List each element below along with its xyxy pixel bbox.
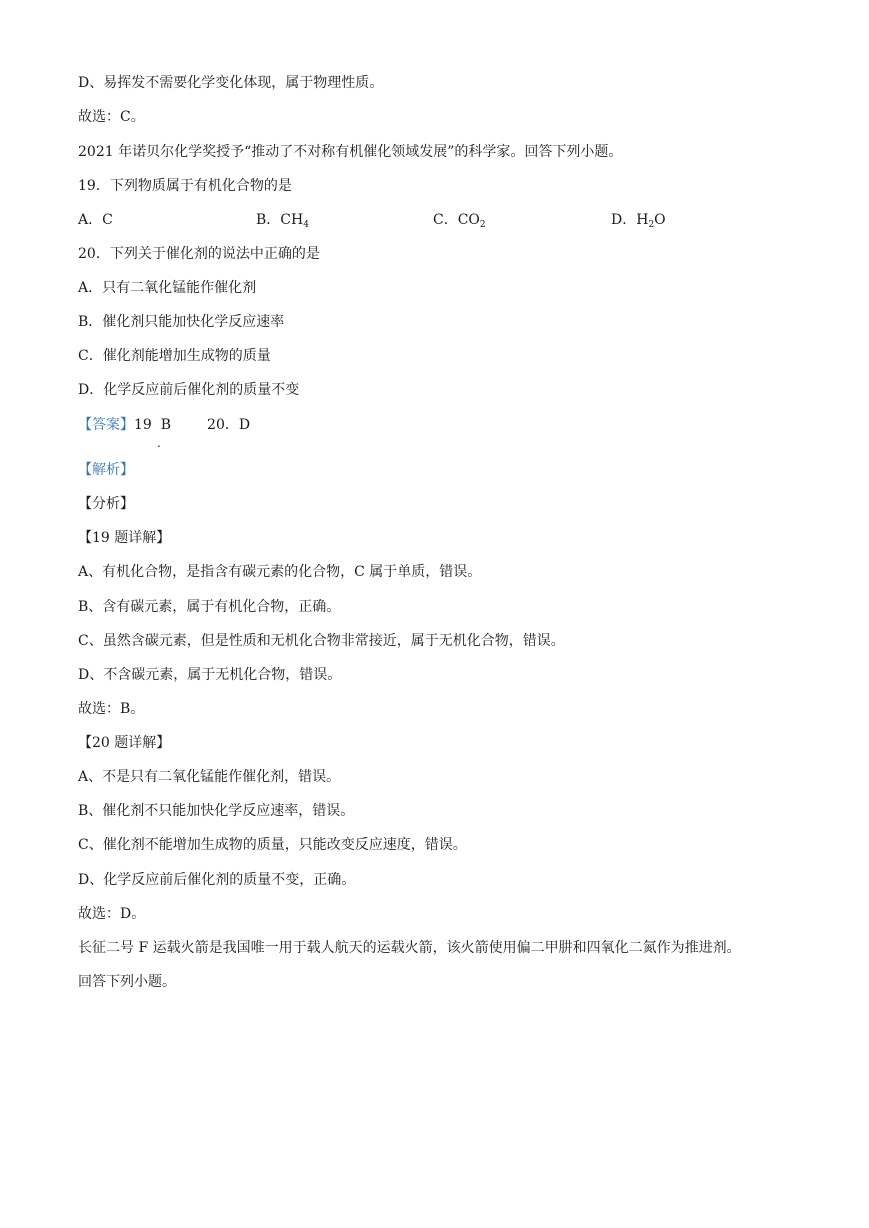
text-line: B、催化剂不只能加快化学反应速率，错误。 xyxy=(78,803,355,819)
section-heading: 【20 题详解】 xyxy=(78,735,171,751)
text-line: C、虽然含碳元素，但是性质和无机化合物非常接近，属于无机化合物，错误。 xyxy=(78,633,565,649)
q19-options xyxy=(78,210,838,230)
text-line: D、易挥发不需要化学变化体现，属于物理性质。 xyxy=(78,75,384,91)
answer-label: 【答案】 xyxy=(78,417,134,433)
section-heading: 【分析】 xyxy=(78,496,134,512)
q19-option-c: C．$CO_2$ xyxy=(433,212,486,230)
text-line: B、含有碳元素，属于有机化合物，正确。 xyxy=(78,599,341,615)
q20-option-b: B．催化剂只能加快化学反应速率 xyxy=(78,314,285,330)
text-line: D、化学反应前后催化剂的质量不变，正确。 xyxy=(78,872,356,888)
text-line: 2021 年诺贝尔化学奖授予“推动了不对称有机催化领域发展”的科学家。回答下列小题。 xyxy=(78,144,623,160)
text-line: 故选：C。 xyxy=(78,109,145,125)
question-19: 19．下列物质属于有机化合物的是 xyxy=(78,178,292,194)
q20-option-c: C．催化剂能增加生成物的质量 xyxy=(78,348,271,364)
text-line: A、不是只有二氧化锰能作催化剂，错误。 xyxy=(78,769,341,785)
q20-option-a: A．只有二氧化锰能作催化剂 xyxy=(78,280,257,296)
text-line: D、不含碳元素，属于无机化合物，错误。 xyxy=(78,667,342,683)
q19-option-a: A．C xyxy=(78,212,113,228)
text-line: 故选：D。 xyxy=(78,906,146,922)
q19-option-d: D．$H_2O$ xyxy=(611,212,666,230)
text-line: 回答下列小题。 xyxy=(78,974,176,990)
q20-option-d: D．化学反应前后催化剂的质量不变 xyxy=(78,382,300,398)
text-line: 长征二号 F 运载火箭是我国唯一用于载人航天的运载火箭，该火箭使用偏二甲肼和四氧化二氮作为推进剂。 xyxy=(78,940,741,956)
answer-dot: . xyxy=(157,436,161,450)
text-line: A、有机化合物，是指含有碳元素的化合物，C 属于单质，错误。 xyxy=(78,564,482,580)
question-20: 20．下列关于催化剂的说法中正确的是 xyxy=(78,246,320,262)
analysis-heading: 【解析】 xyxy=(78,462,134,478)
section-heading: 【19 题详解】 xyxy=(78,530,171,546)
text-line: 故选：B。 xyxy=(78,701,145,717)
text-line: C、催化剂不能增加生成物的质量，只能改变反应速度，错误。 xyxy=(78,837,467,853)
answer-line: 【答案】19 B 20．D xyxy=(78,417,251,433)
q19-option-b: B．$CH_4$ xyxy=(256,212,309,230)
